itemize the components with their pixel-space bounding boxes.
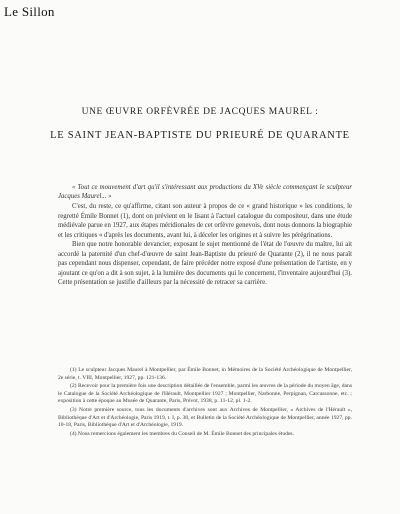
- footnote: (1) Le sculpteur Jacques Maurel à Montpellier, par Émile Bonnet, in Mémoires de la Société Archéologique de Montpellier, 2e série, t. VIII, Montpellier, 1927, pp. 121-136.: [58, 367, 352, 381]
- article-title-line-1: UNE ŒUVRE ORFÈVRÉE DE JACQUES MAUREL :: [81, 107, 319, 117]
- footnote: (2) Recevoir pour la première fois une description détaillée de l'ensemble, parmi les œuvres de la période du moyen âge, dans le Catalogue de la Société Archéologique de l'Hérault, Montpellier 1927 ; Montpellier, Narbonne, Perpignan, Carcassonne, etc. ; exposition à cette époque au Musée de Quarante, Paris, Prévot, 1938, p. 11-12, pl. 1-2.: [58, 383, 352, 405]
- body-paragraph: C'est, du reste, ce qu'affirme, citant son auteur à propos de ce « grand historique » les conditions, le regretté Émile Bonnet (1), dont on prévient en le lisant à l'actuel catalogue du compositeur, dans une étude médiévale parue en 1927, aux étapes méridionales de cet orfèvre genevois, dont nous donnons la biographie et les critiques « d'après les documents, avant lui, à déceler les origines et à suivre les pérégrinations.: [58, 203, 352, 239]
- article-title-line-2: LE SAINT JEAN-BAPTISTE DU PRIEURÉ DE QUARANTE: [50, 130, 350, 141]
- footnote: (4) Nous remercions également les membres du Conseil de M. Émile Bonnet des principales études.: [70, 430, 295, 437]
- body-paragraph: Bien que notre honorable devancier, exposant le sujet mentionné de l'état de l'œuvre du maître, lui ait accordé la paternité d'un chef-d'œuvre de saint Jean-Baptiste du prieuré de Quarante (2), il ne nous paraît pas cependant nous dispenser, cependant, de faire précéder notre exposé d'une présentation de l'artiste, en y ajoutant ce qu'on a dit à son sujet, à la lumière des documents qui le concernent, l'inventaire aujourd'hui (3). Cette présentation se justifie d'ailleurs par la nécessité de retracer sa carrière.: [58, 241, 352, 287]
- body-paragraph: « Tout ce mouvement d'art qu'il s'intéressant aux productions du XVe siècle commençant le sculpteur Jacques Maurel... »: [58, 184, 352, 201]
- footnote: (3) Notre première source, tous les documents d'archives sont aux Archives de Montpellier, « Archives de l'Hérault », Bibliothèque d'Art et d'Archéologie, Paris 1919, t. I, p. 38, et Bulletin de la Société Archéologique de Montpellier, année 1927, pp. 10-18, Paris, Bibliothèque d'Art et d'Archéologie, 1919.: [58, 406, 352, 429]
- article-body: [58, 183, 352, 288]
- footnotes: [58, 367, 352, 439]
- page-header: Le Sillon: [4, 4, 55, 19]
